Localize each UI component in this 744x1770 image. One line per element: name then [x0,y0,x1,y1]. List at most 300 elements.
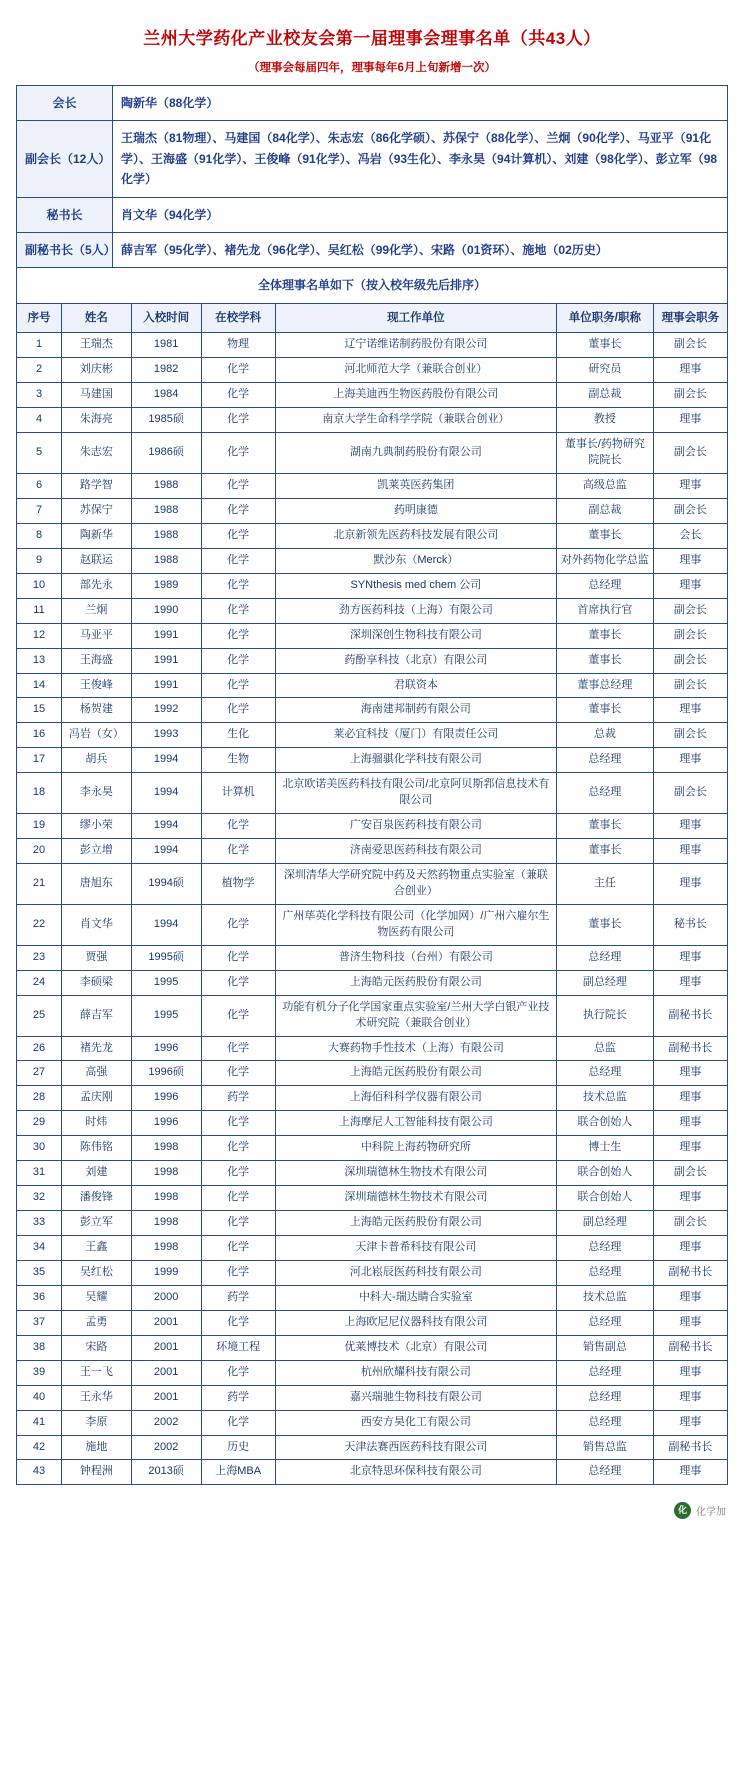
cell-discipline: 化学 [201,623,275,648]
column-header-discipline: 在校学科 [201,303,275,333]
cell-position: 总经理 [557,748,654,773]
cell-employer: 优莱博技术（北京）有限公司 [275,1335,556,1360]
cell-index: 11 [17,598,62,623]
cell-employer: 深圳清华大学研究院中药及天然药物重点实验室（兼联合创业） [275,864,556,905]
officer-role: 秘书长 [17,197,113,232]
cell-index: 31 [17,1161,62,1186]
cell-employer: 上海佰科科学仪器有限公司 [275,1086,556,1111]
cell-discipline: 化学 [201,433,275,474]
table-row [17,1310,728,1335]
cell-enroll-year: 1995硕 [131,945,201,970]
cell-position: 总经理 [557,1260,654,1285]
cell-association-role: 理事 [653,1385,727,1410]
cell-discipline: 化学 [201,1136,275,1161]
cell-name: 宋路 [62,1335,132,1360]
cell-association-role: 副秘书长 [653,1435,727,1460]
watermark-text: 化学加 [696,1507,726,1519]
officer-row [17,232,728,267]
cell-name: 王俊峰 [62,673,132,698]
cell-position: 执行院长 [557,995,654,1036]
cell-discipline: 环境工程 [201,1335,275,1360]
cell-association-role: 副会长 [653,333,727,358]
cell-discipline: 化学 [201,1260,275,1285]
cell-name: 彭立军 [62,1211,132,1236]
cell-discipline: 药学 [201,1086,275,1111]
cell-name: 王海盛 [62,648,132,673]
cell-index: 3 [17,383,62,408]
cell-discipline: 化学 [201,945,275,970]
cell-enroll-year: 1995 [131,970,201,995]
cell-name: 孟庆刚 [62,1086,132,1111]
cell-position: 总经理 [557,1310,654,1335]
cell-position: 总经理 [557,1460,654,1485]
cell-discipline: 化学 [201,1360,275,1385]
cell-index: 40 [17,1385,62,1410]
cell-index: 14 [17,673,62,698]
table-row [17,1236,728,1261]
cell-position: 总经理 [557,1385,654,1410]
watermark [674,1502,726,1519]
cell-employer: 莱必宜科技（厦门）有限责任公司 [275,723,556,748]
cell-position: 主任 [557,864,654,905]
cell-enroll-year: 1996硕 [131,1061,201,1086]
cell-discipline: 化学 [201,598,275,623]
cell-enroll-year: 2000 [131,1285,201,1310]
cell-name: 刘建 [62,1161,132,1186]
table-row [17,1435,728,1460]
cell-employer: 深圳深创生物科技有限公司 [275,623,556,648]
cell-index: 35 [17,1260,62,1285]
table-row [17,1360,728,1385]
cell-name: 王永华 [62,1385,132,1410]
cell-enroll-year: 2001 [131,1360,201,1385]
cell-index: 8 [17,523,62,548]
cell-name: 兰炯 [62,598,132,623]
cell-position: 总经理 [557,1360,654,1385]
cell-position: 总裁 [557,723,654,748]
cell-name: 苏保宁 [62,498,132,523]
officer-row [17,121,728,197]
cell-position: 总经理 [557,945,654,970]
cell-enroll-year: 1996 [131,1036,201,1061]
cell-index: 10 [17,573,62,598]
cell-index: 17 [17,748,62,773]
table-row [17,864,728,905]
cell-association-role: 理事 [653,748,727,773]
cell-position: 联合创始人 [557,1111,654,1136]
cell-index: 5 [17,433,62,474]
table-row [17,498,728,523]
cell-enroll-year: 1991 [131,673,201,698]
cell-name: 缪小荣 [62,814,132,839]
cell-discipline: 化学 [201,1036,275,1061]
cell-index: 33 [17,1211,62,1236]
cell-employer: 嘉兴瑞驰生物科技有限公司 [275,1385,556,1410]
cell-discipline: 植物学 [201,864,275,905]
cell-enroll-year: 1989 [131,573,201,598]
cell-index: 19 [17,814,62,839]
table-row [17,904,728,945]
table-row [17,995,728,1036]
cell-discipline: 药学 [201,1385,275,1410]
cell-employer: 深圳瑞德林生物技术有限公司 [275,1186,556,1211]
cell-employer: 默沙东（Merck） [275,548,556,573]
table-row [17,1061,728,1086]
cell-index: 2 [17,358,62,383]
cell-discipline: 化学 [201,383,275,408]
cell-index: 18 [17,773,62,814]
cell-employer: 河北师范大学（兼联合创业） [275,358,556,383]
cell-association-role: 理事 [653,1285,727,1310]
cell-employer: 上海欧尼尼仪器科技有限公司 [275,1310,556,1335]
officer-row [17,86,728,121]
table-row [17,698,728,723]
cell-discipline: 化学 [201,1061,275,1086]
cell-enroll-year: 1982 [131,358,201,383]
cell-position: 联合创始人 [557,1186,654,1211]
cell-association-role: 理事 [653,970,727,995]
cell-association-role: 副会长 [653,673,727,698]
cell-index: 30 [17,1136,62,1161]
table-row [17,723,728,748]
table-row [17,773,728,814]
table-row [17,383,728,408]
cell-discipline: 化学 [201,1186,275,1211]
cell-association-role: 理事 [653,839,727,864]
cell-discipline: 化学 [201,698,275,723]
cell-association-role: 副会长 [653,723,727,748]
table-row [17,1260,728,1285]
cell-discipline: 化学 [201,523,275,548]
cell-index: 38 [17,1335,62,1360]
cell-association-role: 理事 [653,1086,727,1111]
table-row [17,1285,728,1310]
cell-position: 副总经理 [557,1211,654,1236]
cell-name: 肖文华 [62,904,132,945]
cell-enroll-year: 1988 [131,498,201,523]
cell-enroll-year: 1992 [131,698,201,723]
cell-name: 路学智 [62,474,132,499]
cell-position: 董事长 [557,333,654,358]
cell-index: 4 [17,408,62,433]
cell-association-role: 理事 [653,548,727,573]
officer-people: 王瑞杰（81物理）、马建国（84化学）、朱志宏（86化学硕）、苏保宁（88化学）、兰炯（90化学）、马亚平（91化学）、王海盛（91化学）、王俊峰（91化学）、冯岩（93生化）、李永昊（94计算机）、刘建（98化学）、彭立军（98化学） [113,121,728,197]
cell-index: 29 [17,1111,62,1136]
cell-position: 首席执行官 [557,598,654,623]
cell-discipline: 化学 [201,814,275,839]
cell-employer: 药明康德 [275,498,556,523]
table-row [17,1460,728,1485]
cell-index: 36 [17,1285,62,1310]
cell-name: 李永昊 [62,773,132,814]
cell-discipline: 化学 [201,995,275,1036]
cell-employer: 北京新领先医药科技发展有限公司 [275,523,556,548]
cell-association-role: 副秘书长 [653,995,727,1036]
officer-role: 副会长（12人） [17,121,113,197]
table-row [17,433,728,474]
cell-enroll-year: 1993 [131,723,201,748]
cell-position: 副总经理 [557,970,654,995]
table-row [17,1410,728,1435]
cell-employer: 上海骝骐化学科技有限公司 [275,748,556,773]
cell-enroll-year: 1996 [131,1086,201,1111]
list-note: 全体理事名单如下（按入校年级先后排序） [17,268,728,303]
cell-index: 41 [17,1410,62,1435]
cell-position: 董事长 [557,839,654,864]
cell-association-role: 副会长 [653,773,727,814]
page-title: 兰州大学药化产业校友会第一届理事会理事名单（共43人） [143,29,601,48]
column-header-association-role: 理事会职务 [653,303,727,333]
cell-position: 总经理 [557,1236,654,1261]
cell-enroll-year: 1990 [131,598,201,623]
officer-role: 会长 [17,86,113,121]
table-row [17,1385,728,1410]
cell-enroll-year: 2001 [131,1335,201,1360]
cell-discipline: 化学 [201,1410,275,1435]
cell-employer: 河北崧辰医药科技有限公司 [275,1260,556,1285]
cell-name: 朱海亮 [62,408,132,433]
cell-index: 7 [17,498,62,523]
cell-employer: 湖南九典制药股份有限公司 [275,433,556,474]
cell-enroll-year: 2002 [131,1410,201,1435]
cell-name: 薛吉军 [62,995,132,1036]
cell-position: 总经理 [557,1061,654,1086]
cell-name: 孟勇 [62,1310,132,1335]
cell-index: 39 [17,1360,62,1385]
cell-association-role: 理事 [653,698,727,723]
cell-association-role: 理事 [653,1136,727,1161]
cell-enroll-year: 1988 [131,523,201,548]
cell-employer: 大赛药物手性技术（上海）有限公司 [275,1036,556,1061]
cell-discipline: 化学 [201,1211,275,1236]
cell-discipline: 化学 [201,474,275,499]
officer-people: 陶新华（88化学） [113,86,728,121]
cell-enroll-year: 2013硕 [131,1460,201,1485]
cell-name: 王瑞杰 [62,333,132,358]
cell-position: 对外药物化学总监 [557,548,654,573]
cell-name: 杨贺建 [62,698,132,723]
cell-index: 24 [17,970,62,995]
cell-association-role: 副会长 [653,648,727,673]
cell-enroll-year: 1986硕 [131,433,201,474]
cell-name: 胡兵 [62,748,132,773]
cell-association-role: 理事 [653,814,727,839]
cell-employer: 北京特思环保科技有限公司 [275,1460,556,1485]
cell-name: 赵联运 [62,548,132,573]
cell-position: 总经理 [557,773,654,814]
cell-discipline: 历史 [201,1435,275,1460]
cell-association-role: 副会长 [653,598,727,623]
cell-position: 董事总经理 [557,673,654,698]
table-row [17,1161,728,1186]
cell-position: 总经理 [557,573,654,598]
cell-enroll-year: 1981 [131,333,201,358]
cell-association-role: 副会长 [653,1161,727,1186]
table-row [17,1211,728,1236]
cell-employer: 上海摩尼人工智能科技有限公司 [275,1111,556,1136]
list-note-row [17,268,728,303]
cell-name: 陶新华 [62,523,132,548]
cell-enroll-year: 1991 [131,648,201,673]
cell-association-role: 副秘书长 [653,1036,727,1061]
cell-employer: 劲方医药科技（上海）有限公司 [275,598,556,623]
cell-association-role: 理事 [653,573,727,598]
table-row [17,408,728,433]
cell-name: 王鑫 [62,1236,132,1261]
cell-employer: 辽宁诺维诺制药股份有限公司 [275,333,556,358]
cell-discipline: 化学 [201,573,275,598]
table-row [17,598,728,623]
cell-index: 25 [17,995,62,1036]
cell-association-role: 副会长 [653,498,727,523]
cell-index: 37 [17,1310,62,1335]
cell-position: 研究员 [557,358,654,383]
officer-role: 副秘书长（5人） [17,232,113,267]
cell-name: 陈伟铭 [62,1136,132,1161]
cell-index: 34 [17,1236,62,1261]
cell-discipline: 计算机 [201,773,275,814]
cell-index: 32 [17,1186,62,1211]
cell-discipline: 化学 [201,408,275,433]
cell-position: 董事长/药物研究院院长 [557,433,654,474]
table-row [17,1186,728,1211]
cell-index: 13 [17,648,62,673]
table-row [17,1111,728,1136]
cell-position: 董事长 [557,623,654,648]
cell-employer: 上海美迪西生物医药股份有限公司 [275,383,556,408]
cell-name: 潘俊锋 [62,1186,132,1211]
cell-discipline: 生物 [201,748,275,773]
cell-position: 销售总监 [557,1435,654,1460]
page-subtitle: （理事会每届四年，理事每年6月上旬新增一次） [248,62,496,74]
cell-association-role: 理事 [653,864,727,905]
cell-enroll-year: 1988 [131,548,201,573]
cell-employer: 药酚享科技（北京）有限公司 [275,648,556,673]
cell-enroll-year: 1994 [131,814,201,839]
table-row [17,573,728,598]
officers-table [16,85,728,304]
watermark-logo-icon: 化 [674,1502,691,1519]
cell-name: 唐旭东 [62,864,132,905]
cell-position: 高级总监 [557,474,654,499]
cell-association-role: 秘书长 [653,904,727,945]
cell-discipline: 生化 [201,723,275,748]
cell-association-role: 理事 [653,1310,727,1335]
cell-discipline: 物理 [201,333,275,358]
cell-position: 技术总监 [557,1285,654,1310]
table-row [17,673,728,698]
cell-index: 22 [17,904,62,945]
cell-employer: 深圳瑞德林生物技术有限公司 [275,1161,556,1186]
cell-association-role: 理事 [653,1111,727,1136]
table-row [17,1136,728,1161]
cell-position: 副总裁 [557,498,654,523]
cell-association-role: 理事 [653,1360,727,1385]
table-row [17,1036,728,1061]
cell-name: 马建国 [62,383,132,408]
cell-employer: 上海皓元医药股份有限公司 [275,1061,556,1086]
cell-enroll-year: 1984 [131,383,201,408]
cell-name: 王一飞 [62,1360,132,1385]
cell-discipline: 化学 [201,1310,275,1335]
cell-employer: 天津卡普希科技有限公司 [275,1236,556,1261]
cell-index: 1 [17,333,62,358]
cell-position: 董事长 [557,648,654,673]
cell-enroll-year: 1995 [131,995,201,1036]
cell-position: 销售副总 [557,1335,654,1360]
cell-name: 彭立增 [62,839,132,864]
cell-employer: 上海皓元医药股份有限公司 [275,1211,556,1236]
cell-association-role: 副会长 [653,623,727,648]
cell-name: 李原 [62,1410,132,1435]
cell-position: 董事长 [557,814,654,839]
cell-employer: 广安百泉医药科技有限公司 [275,814,556,839]
cell-name: 部先永 [62,573,132,598]
table-row [17,548,728,573]
cell-discipline: 药学 [201,1285,275,1310]
cell-association-role: 理事 [653,358,727,383]
cell-enroll-year: 1994硕 [131,864,201,905]
cell-association-role: 理事 [653,1186,727,1211]
cell-association-role: 理事 [653,1236,727,1261]
cell-employer: 北京欧诺美医药科技有限公司/北京阿贝斯郛信息技术有限公司 [275,773,556,814]
cell-index: 23 [17,945,62,970]
cell-name: 施地 [62,1435,132,1460]
cell-employer: 君联资本 [275,673,556,698]
cell-enroll-year: 1999 [131,1260,201,1285]
table-row [17,623,728,648]
table-row [17,1086,728,1111]
cell-association-role: 副会长 [653,383,727,408]
cell-index: 43 [17,1460,62,1485]
cell-name: 刘庆彬 [62,358,132,383]
table-body [17,333,728,1485]
cell-association-role: 理事 [653,1061,727,1086]
cell-index: 26 [17,1036,62,1061]
cell-enroll-year: 1985硕 [131,408,201,433]
table-row [17,358,728,383]
cell-enroll-year: 1998 [131,1186,201,1211]
cell-discipline: 化学 [201,970,275,995]
cell-index: 16 [17,723,62,748]
column-header-enroll-year: 入校时间 [131,303,201,333]
cell-discipline: 化学 [201,358,275,383]
cell-employer: 功能有机分子化学国家重点实验室/兰州大学白银产业技术研究院（兼联合创业） [275,995,556,1036]
officer-row [17,197,728,232]
cell-position: 董事长 [557,523,654,548]
cell-employer: 济南爱思医药科技有限公司 [275,839,556,864]
cell-discipline: 化学 [201,1111,275,1136]
cell-name: 时炜 [62,1111,132,1136]
cell-enroll-year: 2001 [131,1385,201,1410]
cell-employer: 海南建邦制药有限公司 [275,698,556,723]
cell-employer: 中科大-瑞达睛合实验室 [275,1285,556,1310]
cell-position: 副总裁 [557,383,654,408]
cell-employer: 普济生物科技（台州）有限公司 [275,945,556,970]
cell-association-role: 理事 [653,474,727,499]
column-header-name: 姓名 [62,303,132,333]
cell-enroll-year: 1994 [131,904,201,945]
cell-discipline: 化学 [201,673,275,698]
cell-employer: 西安方昊化工有限公司 [275,1410,556,1435]
cell-enroll-year: 1991 [131,623,201,648]
cell-index: 28 [17,1086,62,1111]
table-row [17,523,728,548]
cell-name: 高强 [62,1061,132,1086]
cell-index: 20 [17,839,62,864]
cell-enroll-year: 1994 [131,773,201,814]
cell-discipline: 化学 [201,1161,275,1186]
